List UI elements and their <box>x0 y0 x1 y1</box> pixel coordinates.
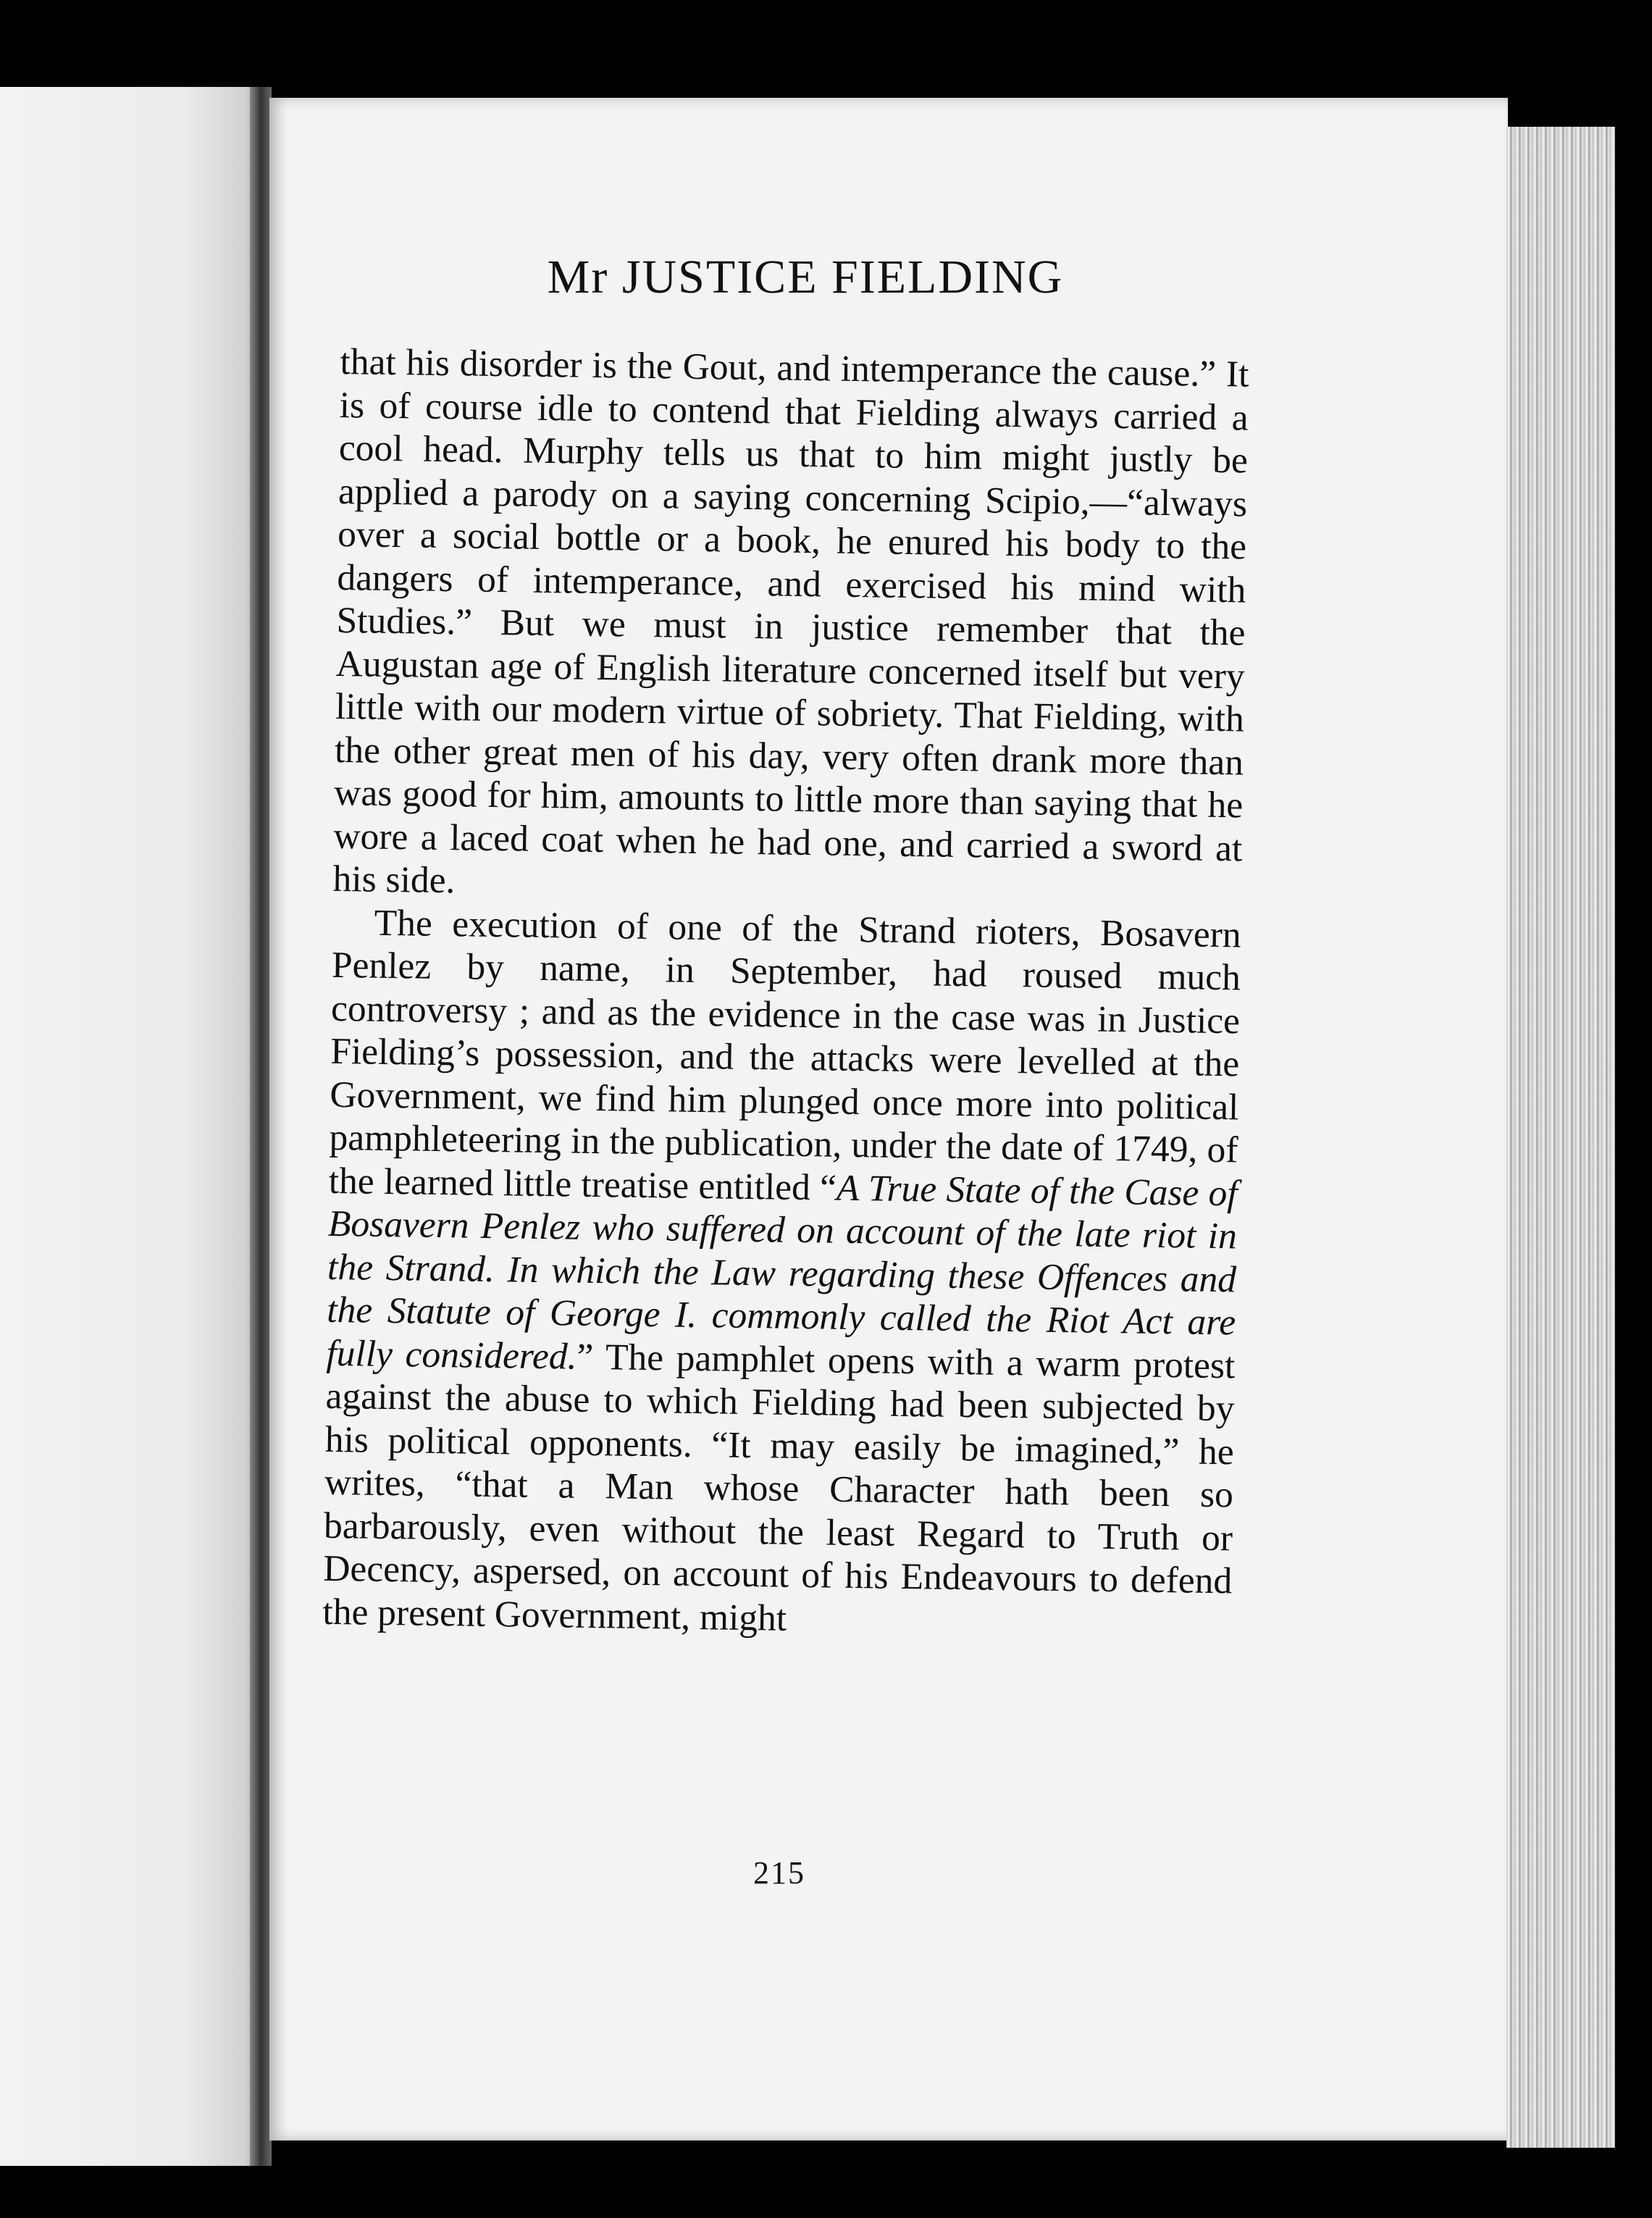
paragraph-2-text: The execution of one of the Strand rioters, Bosavern Penlez by name, in September, had roused much controversy ; and as the evidence in the case was in Justice Fielding’s possession, and the attacks were levelled at the Government, we find him plunged once more into political pamphleteering in the publication, under the date of 1749, of the learned little treatise entitled “ <box>328 902 1242 1209</box>
paragraph-2 <box>322 900 1241 1646</box>
left-page <box>0 87 261 2166</box>
paragraph-1: that his disorder is the Gout, and intemperance the cause.” It is of course idle to contend that Fielding always carried a cool head. Murphy tells us that to him might justly be applied a parody on a saying concerning Scipio,—“always over a social bottle or a book, he enured his body to the dangers of intemperance, and exercised his mind with Studies.” But we must in justice remember that the Augustan age of English literature concerned itself but very little with our modern virtue of sobriety. That Fielding, with the other great men of his day, very often drank more than was good for him, amounts to little more than saying that he wore a laced coat when he had one, and carried a sword at his side. <box>332 340 1249 902</box>
running-head: Mr JUSTICE FIELDING <box>547 251 1064 304</box>
page-edges <box>1506 127 1615 2148</box>
pamphlet-title: A True State of the Case of Bosavern Penlez who suffered on account of the late riot in the Strand. In which the Law regarding these Offences and the Statute of George I. commonly called the Riot Act are fully considered. <box>326 1167 1238 1378</box>
body-text <box>322 340 1249 1646</box>
book-gutter <box>250 87 272 2166</box>
page-number: 215 <box>753 1855 805 1891</box>
paragraph-2-continuation: ” The pamphlet opens with a warm protest against the abuse to which Fielding had been subjected by his political opponents. “It may easily be imagined,” he writes, “that a Man whose Character hath been so barbarously, even without the least Regard to Truth or Decency, aspersed, on account of his Endeavours to defend the present Government, might <box>322 1336 1236 1639</box>
